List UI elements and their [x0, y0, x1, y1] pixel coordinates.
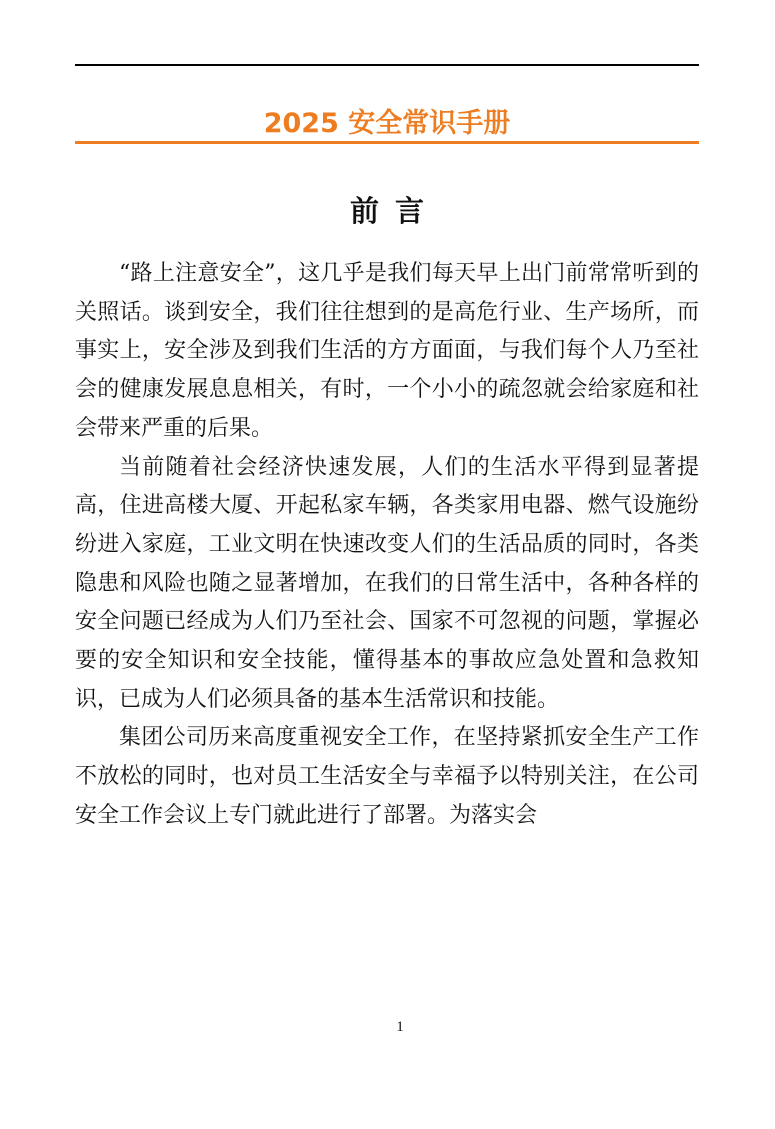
title-underline-rule [75, 141, 699, 144]
body-text [75, 255, 699, 836]
paragraph-2: 当前随着社会经济快速发展，人们的生活水平得到显著提高，住进高楼大厦、开起私家车辆，各类家用电器、燃气设施纷纷进入家庭，工业文明在快速改变人们的生活品质的同时，各类隐患和风险也随之显著增加，在我们的日常生活中，各种各样的安全问题已经成为人们乃至社会、国家不可忽视的问题，掌握必要的安全知识和安全技能，懂得基本的事故应急处置和急救知识，已成为人们必须具备的基本生活常识和技能。 [75, 454, 699, 712]
paragraph-3: 集团公司历来高度重视安全工作，在坚持紧抓安全生产工作不放松的同时，也对员工生活安全与幸福予以特别关注，在公司安全工作会议上专门就此进行了部署。为落实会 [75, 725, 699, 828]
section-heading: 前言 [349, 194, 440, 228]
paragraph-1: “路上注意安全”，这几乎是我们每天早上出门前常常听到的关照话。谈到安全，我们往往想到的是高危行业、生产场所，而事实上，安全涉及到我们生活的方方面面，与我们每个人乃至社会的健康发展息息相关，有时，一个小小的疏忽就会给家庭和社会带来严重的后果。 [75, 261, 699, 441]
header-top-rule [75, 64, 699, 66]
document-title: 2025 安全常识手册 [263, 108, 511, 139]
page-number: 1 [396, 1019, 404, 1035]
